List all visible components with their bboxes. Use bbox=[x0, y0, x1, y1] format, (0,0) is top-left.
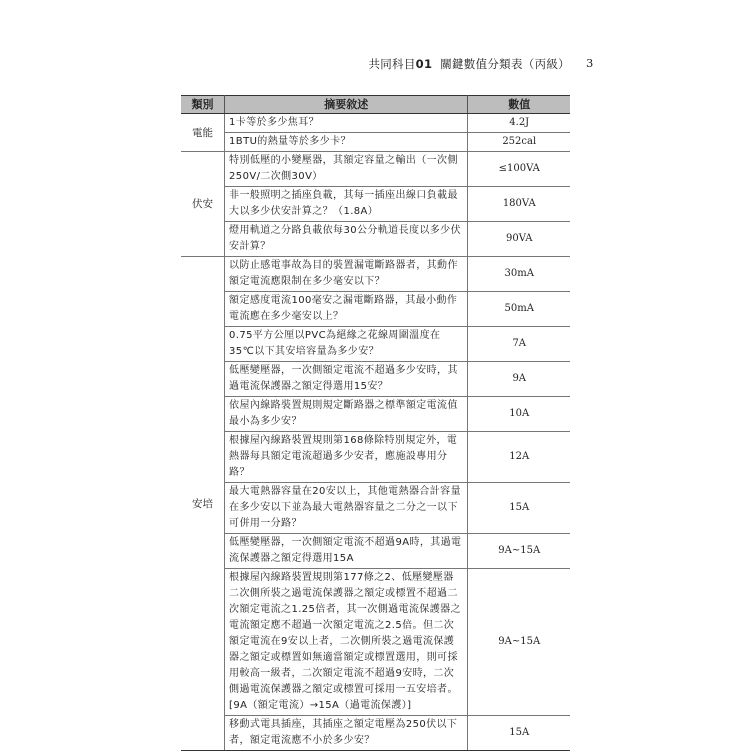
subject-number: 01 bbox=[415, 57, 433, 71]
table-row bbox=[181, 187, 570, 222]
description-cell: 依屋內線路裝置規則規定斷路器之標準額定電流值最小為多少安？ bbox=[225, 397, 468, 432]
table-body bbox=[181, 114, 570, 751]
value-cell: 4.2J bbox=[468, 114, 570, 133]
values-table bbox=[181, 95, 570, 751]
value-cell: 7A bbox=[468, 327, 570, 362]
category-cell: 電能 bbox=[181, 114, 225, 152]
table-row bbox=[181, 432, 570, 483]
table-row bbox=[181, 534, 570, 569]
description-cell: 1卡等於多少焦耳？ bbox=[225, 114, 468, 133]
value-cell: 15A bbox=[468, 483, 570, 534]
table-row bbox=[181, 114, 570, 133]
header-title: 關鍵數值分類表（丙級） bbox=[440, 57, 570, 71]
description-cell: 特別低壓的小變壓器，其額定容量之輸出（一次側250V/二次側30V） bbox=[225, 152, 468, 187]
category-cell: 伏安 bbox=[181, 152, 225, 257]
value-cell: 15A bbox=[468, 716, 570, 751]
table-row bbox=[181, 133, 570, 152]
column-header-category: 類別 bbox=[181, 96, 225, 114]
description-cell: 燈用軌道之分路負載依每30公分軌道長度以多少伏安計算？ bbox=[225, 222, 468, 257]
value-cell: 9A~15A bbox=[468, 534, 570, 569]
page-number: 3 bbox=[586, 56, 594, 70]
table-row bbox=[181, 362, 570, 397]
value-cell: ≤100VA bbox=[468, 152, 570, 187]
value-cell: 9A~15A bbox=[468, 569, 570, 716]
value-cell: 50mA bbox=[468, 292, 570, 327]
value-cell: 90VA bbox=[468, 222, 570, 257]
table-row bbox=[181, 292, 570, 327]
table-row bbox=[181, 327, 570, 362]
value-cell: 9A bbox=[468, 362, 570, 397]
table-row bbox=[181, 716, 570, 751]
value-cell: 12A bbox=[468, 432, 570, 483]
description-cell: 根據屋內線路裝置規則第168條除特別規定外，電熱器每具額定電流超過多少安者，應施設專用分路？ bbox=[225, 432, 468, 483]
description-cell: 移動式電具插座，其插座之額定電壓為250伏以下者，額定電流應不小於多少安？ bbox=[225, 716, 468, 751]
description-cell: 最大電熱器容量在20安以上，其他電熱器合計容量在多少安以下並為最大電熱器容量之二分之一以下可併用一分路？ bbox=[225, 483, 468, 534]
subject-prefix: 共同科目 bbox=[368, 57, 416, 71]
value-cell: 180VA bbox=[468, 187, 570, 222]
description-cell: 額定感度電流100毫安之漏電斷路器，其最小動作電流應在多少毫安以上？ bbox=[225, 292, 468, 327]
value-cell: 252cal bbox=[468, 133, 570, 152]
column-header-value: 數值 bbox=[468, 96, 570, 114]
table-row bbox=[181, 397, 570, 432]
table-header-row bbox=[181, 96, 570, 114]
description-cell: 根據屋內線路裝置規則第177條之2、低壓變壓器二次側所裝之過電流保護器之額定或標置不超過二次額定電流之1.25倍者，其一次側過電流保護器之電流額定應不超過一次額定電流之2.5倍。但二次額定電流在9安以上者，二次側所裝之過電流保護器之額定或標置如無適當額定或標置選用，則可採用較高一級者，二次額定電流不超過9安時，二次側過電流保護器之額定或標置可採用一五安培者。[9A（額定電流）→15A（過電流保護）] bbox=[225, 569, 468, 716]
table-row bbox=[181, 257, 570, 292]
table-row bbox=[181, 569, 570, 716]
table-row bbox=[181, 483, 570, 534]
value-cell: 10A bbox=[468, 397, 570, 432]
column-header-description: 摘要敘述 bbox=[225, 96, 468, 114]
description-cell: 以防止感電事故為目的裝置漏電斷路器者，其動作額定電流應限制在多少毫安以下？ bbox=[225, 257, 468, 292]
category-cell: 安培 bbox=[181, 257, 225, 751]
description-cell: 低壓變壓器，一次側額定電流不超過多少安時，其過電流保護器之額定得選用15安？ bbox=[225, 362, 468, 397]
table-row bbox=[181, 152, 570, 187]
value-cell: 30mA bbox=[468, 257, 570, 292]
description-cell: 0.75平方公厘以PVC為絕緣之花線周圍溫度在35℃以下其安培容量為多少安？ bbox=[225, 327, 468, 362]
table-row bbox=[181, 222, 570, 257]
description-cell: 1BTU的熱量等於多少卡？ bbox=[225, 133, 468, 152]
running-header bbox=[368, 56, 570, 72]
description-cell: 低壓變壓器，一次側額定電流不超過9A時，其過電流保護器之額定得選用15A bbox=[225, 534, 468, 569]
description-cell: 非一般照明之插座負載，其每一插座出線口負載最大以多少伏安計算之？（1.8A） bbox=[225, 187, 468, 222]
